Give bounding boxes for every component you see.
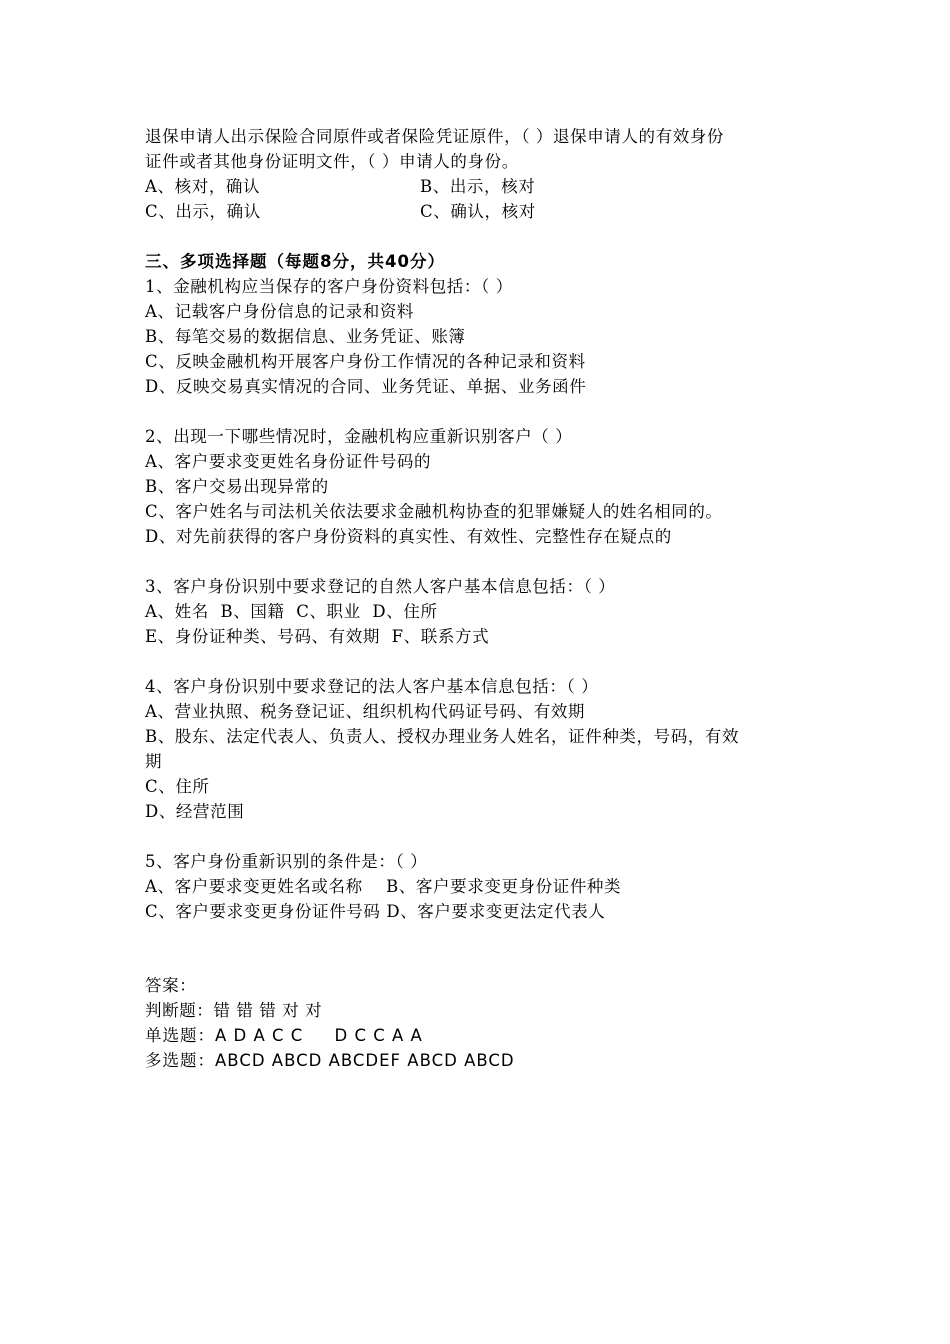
q1-option-b: B、每笔交易的数据信息、业务凭证、账簿: [145, 327, 466, 346]
q3-options-line1: A、姓名 B、国籍 C、职业 D、住所: [145, 602, 438, 621]
q1-option-a: A、记载客户身份信息的记录和资料: [145, 302, 415, 321]
q4-option-b-continued: 期: [145, 752, 163, 771]
answers-judge: 判断题：错 错 错 对 对: [145, 1001, 323, 1020]
option-c: C、出示，确认: [145, 202, 261, 221]
option-row: [145, 176, 745, 198]
q2-option-a: A、客户要求变更姓名身份证件号码的: [145, 452, 432, 471]
option-b: B、出示，核对: [420, 177, 536, 196]
q5-options-line2: C、客户要求变更身份证件号码 D、客户要求变更法定代表人: [145, 902, 606, 921]
answers-single: 单选题：A D A C C D C C A A: [145, 1026, 423, 1045]
q2-option-c: C、客户姓名与司法机关依法要求金融机构协查的犯罪嫌疑人的姓名相同的。: [145, 502, 723, 521]
question-stem-line: 证件或者其他身份证明文件，（ ）申请人的身份。: [145, 152, 519, 171]
section-title: 三、多项选择题（每题8分，共40分）: [145, 252, 445, 271]
q4-option-c: C、住所: [145, 777, 210, 796]
q5-options-line1: A、客户要求变更姓名或名称 B、客户要求变更身份证件种类: [145, 877, 622, 896]
q3-stem: 3、客户身份识别中要求登记的自然人客户基本信息包括：（ ）: [145, 577, 616, 596]
q2-stem: 2、出现一下哪些情况时，金融机构应重新识别客户（ ）: [145, 427, 573, 446]
q1-stem: 1、金融机构应当保存的客户身份资料包括：（ ）: [145, 277, 513, 296]
q3-options-line2: E、身份证种类、号码、有效期 F、联系方式: [145, 627, 490, 646]
q4-option-a: A、营业执照、税务登记证、组织机构代码证号码、有效期: [145, 702, 586, 721]
q4-option-d: D、经营范围: [145, 802, 245, 821]
q4-option-b: B、股东、法定代表人、负责人、授权办理业务人姓名，证件种类，号码，有效: [145, 727, 740, 746]
q5-stem: 5、客户身份重新识别的条件是：（ ）: [145, 852, 428, 871]
q4-stem: 4、客户身份识别中要求登记的法人客户基本信息包括：（ ）: [145, 677, 599, 696]
q1-option-c: C、反映金融机构开展客户身份工作情况的各种记录和资料: [145, 352, 586, 371]
q2-option-b: B、客户交易出现异常的: [145, 477, 329, 496]
q1-option-d: D、反映交易真实情况的合同、业务凭证、单据、业务函件: [145, 377, 587, 396]
answers-heading: 答案：: [145, 976, 197, 995]
answers-multi: 多选题：ABCD ABCD ABCDEF ABCD ABCD: [145, 1051, 515, 1070]
q2-option-d: D、对先前获得的客户身份资料的真实性、有效性、完整性存在疑点的: [145, 527, 672, 546]
document-page: [145, 0, 825, 1344]
option-row: [145, 201, 745, 223]
option-c-second: C、确认，核对: [420, 202, 536, 221]
option-a: A、核对，确认: [145, 177, 261, 196]
question-stem-line: 退保申请人出示保险合同原件或者保险凭证原件，（ ）退保申请人的有效身份: [145, 127, 724, 146]
